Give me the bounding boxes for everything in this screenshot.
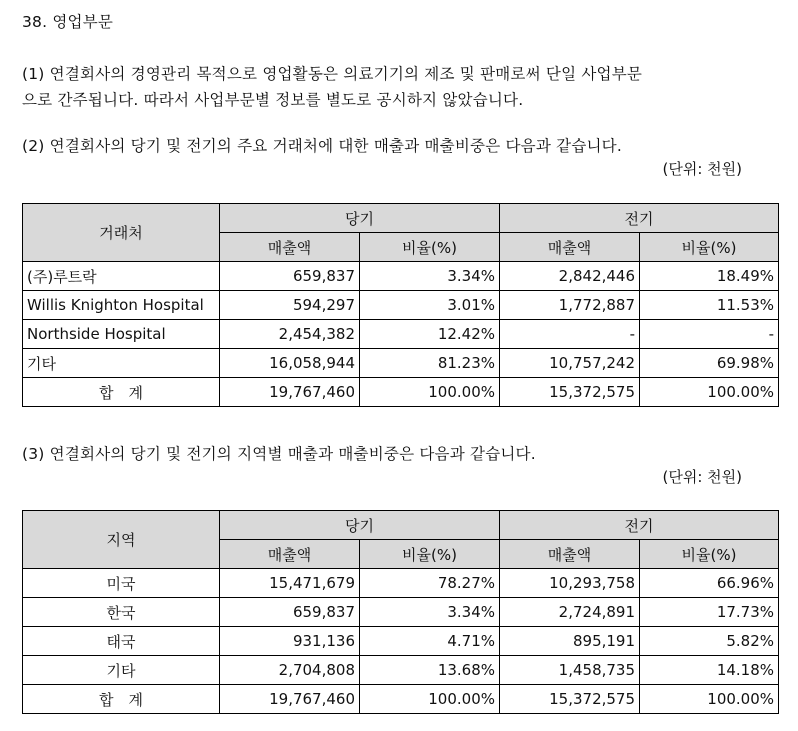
- customer-name: Northside Hospital: [23, 320, 220, 349]
- prior-sales: 2,724,891: [500, 598, 640, 627]
- customer-column-header: 거래처: [23, 204, 220, 262]
- prior-sales-header: 매출액: [500, 540, 640, 569]
- prior-sales: 10,293,758: [500, 569, 640, 598]
- regional-sales-table: [22, 510, 779, 714]
- region-name: 태국: [23, 627, 220, 656]
- current-ratio-total: 100.00%: [360, 378, 500, 407]
- current-sales: 931,136: [220, 627, 360, 656]
- table-row: [23, 349, 779, 378]
- prior-sales: 2,842,446: [500, 262, 640, 291]
- prior-ratio: 69.98%: [640, 349, 779, 378]
- prior-period-header: 전기: [500, 204, 779, 233]
- prior-sales-header: 매출액: [500, 233, 640, 262]
- table-row: [23, 291, 779, 320]
- prior-sales-total: 15,372,575: [500, 685, 640, 714]
- current-sales-total: 19,767,460: [220, 378, 360, 407]
- total-label: 합 계: [23, 685, 220, 714]
- prior-sales: 1,772,887: [500, 291, 640, 320]
- current-sales: 659,837: [220, 598, 360, 627]
- region-name: 미국: [23, 569, 220, 598]
- current-ratio: 3.34%: [360, 262, 500, 291]
- customer-name: Willis Knighton Hospital: [23, 291, 220, 320]
- table-row: [23, 598, 779, 627]
- region-column-header: 지역: [23, 511, 220, 569]
- prior-sales: 10,757,242: [500, 349, 640, 378]
- customer-name: (주)루트락: [23, 262, 220, 291]
- prior-ratio-total: 100.00%: [640, 378, 779, 407]
- prior-period-header: 전기: [500, 511, 779, 540]
- paragraph-3: (3) 연결회사의 당기 및 전기의 지역별 매출과 매출비중은 다음과 같습니다.: [22, 445, 536, 463]
- prior-sales: 895,191: [500, 627, 640, 656]
- prior-ratio: 17.73%: [640, 598, 779, 627]
- prior-ratio: 5.82%: [640, 627, 779, 656]
- table-row: [23, 627, 779, 656]
- current-ratio: 81.23%: [360, 349, 500, 378]
- region-name: 기타: [23, 656, 220, 685]
- table-row: [23, 569, 779, 598]
- unit-label-2: (단위: 천원): [662, 468, 742, 486]
- table-row: [23, 656, 779, 685]
- total-row: [23, 685, 779, 714]
- current-ratio: 3.01%: [360, 291, 500, 320]
- current-period-header: 당기: [220, 204, 500, 233]
- current-sales-total: 19,767,460: [220, 685, 360, 714]
- current-sales: 594,297: [220, 291, 360, 320]
- customer-name: 기타: [23, 349, 220, 378]
- current-sales: 659,837: [220, 262, 360, 291]
- prior-ratio-header: 비율(%): [640, 540, 779, 569]
- section-title: 38. 영업부문: [22, 13, 114, 31]
- paragraph-1-line-2: 으로 간주됩니다. 따라서 사업부문별 정보를 별도로 공시하지 않았습니다.: [22, 91, 524, 109]
- prior-ratio: 18.49%: [640, 262, 779, 291]
- prior-ratio: 66.96%: [640, 569, 779, 598]
- current-sales: 2,454,382: [220, 320, 360, 349]
- prior-sales: 1,458,735: [500, 656, 640, 685]
- prior-sales-total: 15,372,575: [500, 378, 640, 407]
- prior-ratio: 14.18%: [640, 656, 779, 685]
- prior-ratio-total: 100.00%: [640, 685, 779, 714]
- current-sales: 2,704,808: [220, 656, 360, 685]
- current-ratio: 12.42%: [360, 320, 500, 349]
- paragraph-1-line-1: (1) 연결회사의 경영관리 목적으로 영업활동은 의료기기의 제조 및 판매로써 단일 사업부문: [22, 65, 643, 83]
- current-ratio: 3.34%: [360, 598, 500, 627]
- unit-label-1: (단위: 천원): [662, 160, 742, 178]
- prior-ratio: -: [640, 320, 779, 349]
- total-label: 합 계: [23, 378, 220, 407]
- current-ratio-header: 비율(%): [360, 233, 500, 262]
- current-sales: 15,471,679: [220, 569, 360, 598]
- current-sales-header: 매출액: [220, 540, 360, 569]
- current-sales: 16,058,944: [220, 349, 360, 378]
- current-ratio: 13.68%: [360, 656, 500, 685]
- prior-ratio: 11.53%: [640, 291, 779, 320]
- current-ratio: 78.27%: [360, 569, 500, 598]
- prior-sales: -: [500, 320, 640, 349]
- paragraph-2: (2) 연결회사의 당기 및 전기의 주요 거래처에 대한 매출과 매출비중은 다음과 같습니다.: [22, 137, 622, 155]
- total-row: [23, 378, 779, 407]
- current-period-header: 당기: [220, 511, 500, 540]
- current-ratio-header: 비율(%): [360, 540, 500, 569]
- table-row: [23, 320, 779, 349]
- region-name: 한국: [23, 598, 220, 627]
- current-sales-header: 매출액: [220, 233, 360, 262]
- current-ratio: 4.71%: [360, 627, 500, 656]
- prior-ratio-header: 비율(%): [640, 233, 779, 262]
- current-ratio-total: 100.00%: [360, 685, 500, 714]
- major-customers-table: [22, 203, 779, 407]
- table-row: [23, 262, 779, 291]
